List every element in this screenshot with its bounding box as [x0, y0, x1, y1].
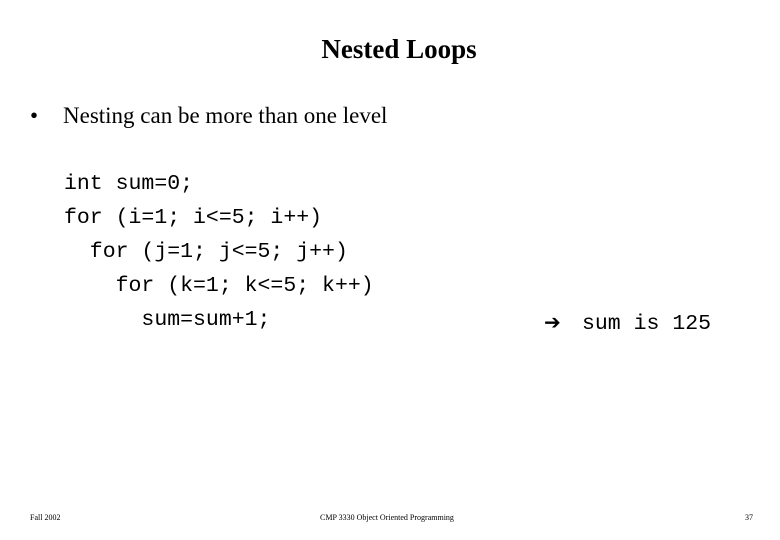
footer-page-number: 37: [745, 513, 753, 522]
code-line: sum=sum+1;: [64, 308, 271, 332]
right-arrow-icon: ➔: [544, 310, 561, 334]
bullet-marker: •: [30, 103, 39, 128]
code-block: [64, 167, 374, 337]
code-line: for (i=1; i<=5; i++): [64, 206, 323, 230]
footer-course: CMP 3330 Object Oriented Programming: [320, 513, 454, 522]
bullet-item: [30, 101, 387, 131]
code-line: for (j=1; j<=5; j++): [64, 240, 348, 264]
bullet-text: Nesting can be more than one level: [63, 103, 388, 128]
slide-title: Nested Loops: [321, 34, 477, 64]
result-note: [544, 305, 711, 341]
code-line: for (k=1; k<=5; k++): [64, 274, 374, 298]
result-text: sum is 125: [582, 312, 712, 336]
footer-date: Fall 2002: [30, 513, 61, 522]
code-line: int sum=0;: [64, 172, 194, 196]
